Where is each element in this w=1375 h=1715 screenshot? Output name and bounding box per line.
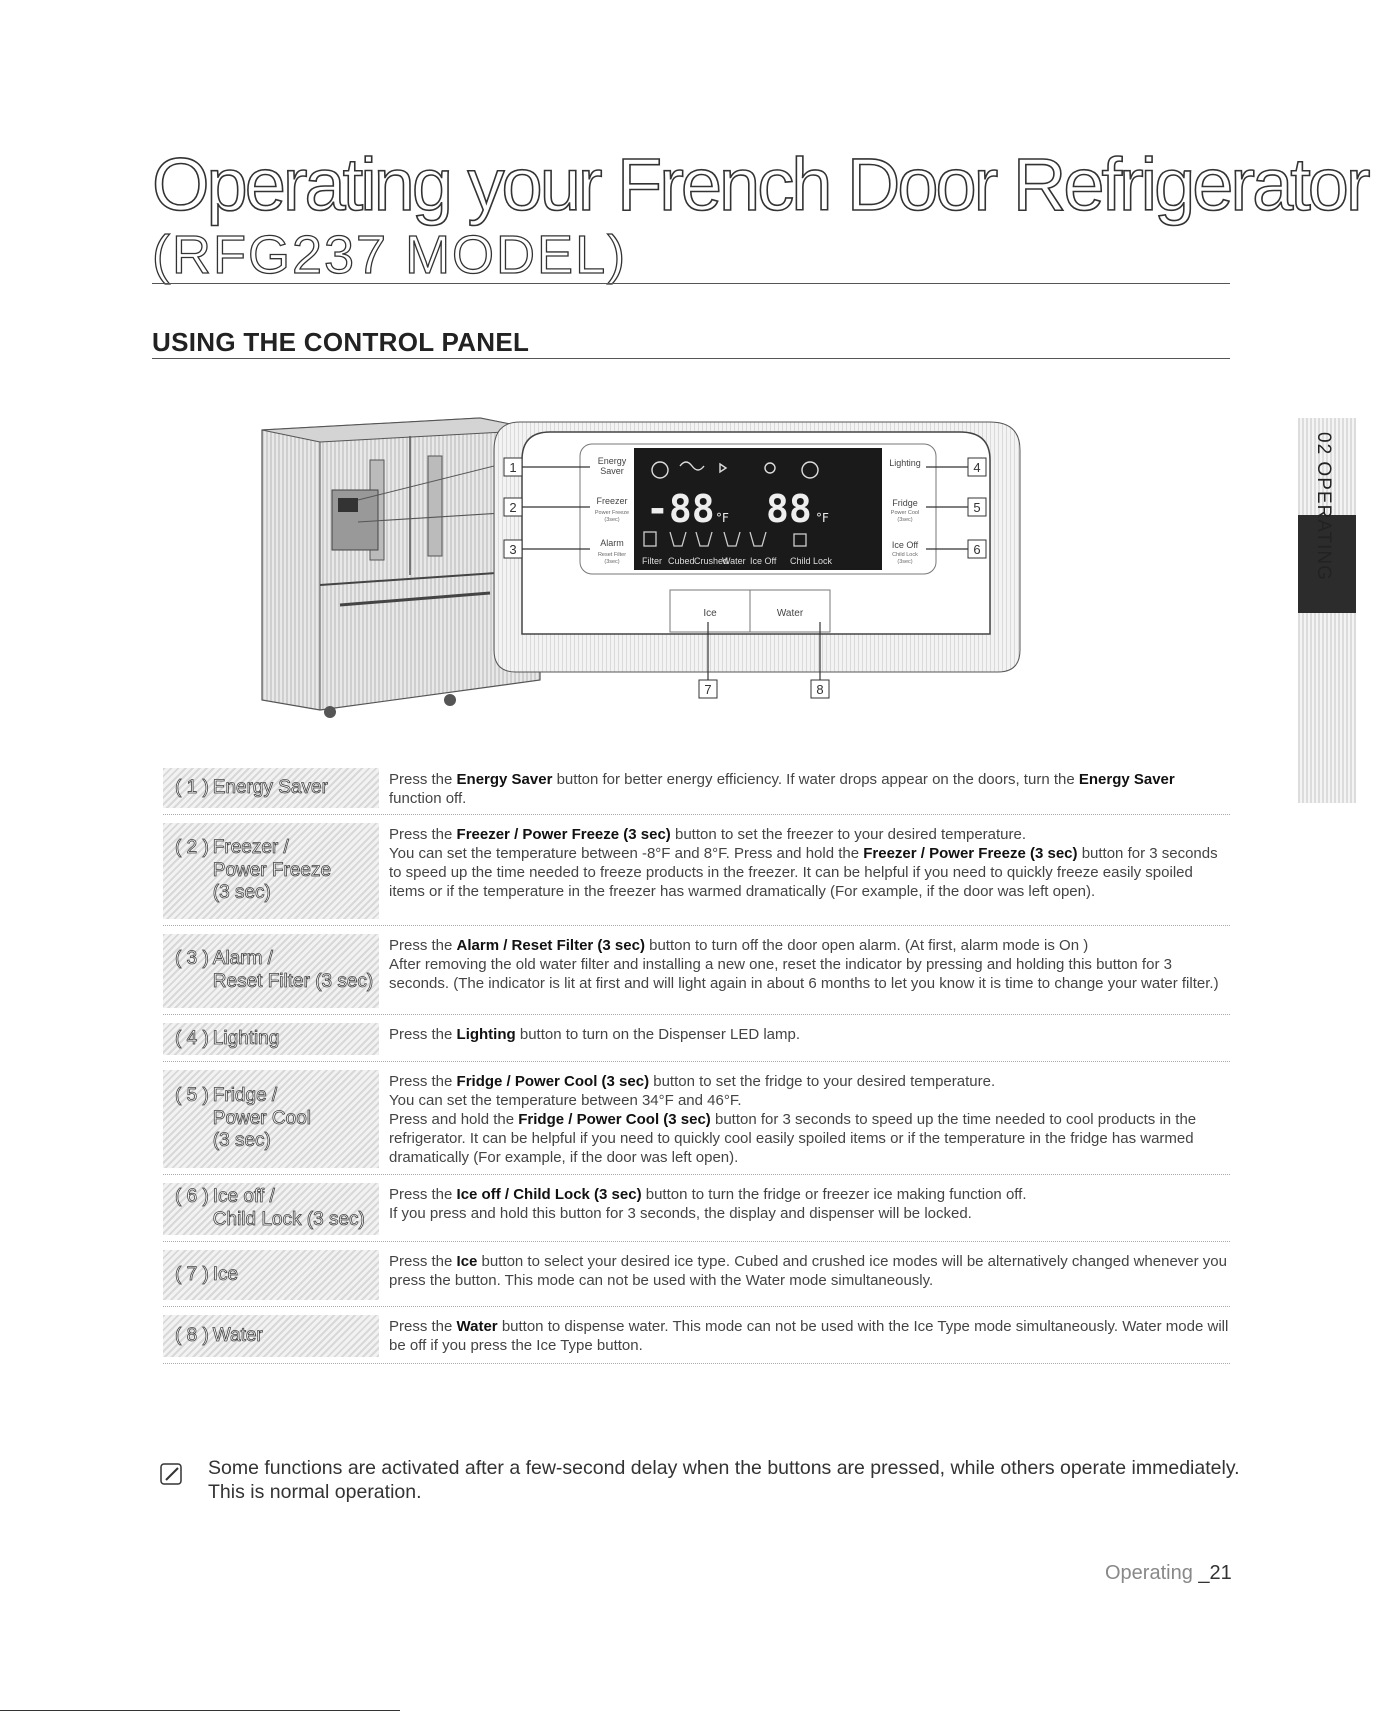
page-footer xyxy=(1105,1562,1232,1585)
row-label-line: Energy Saver xyxy=(212,776,328,798)
row-number: ( 6 ) xyxy=(175,1186,209,1208)
row-label xyxy=(163,768,379,808)
row-label-line: Child Lock (3 sec) xyxy=(212,1209,365,1230)
description-row xyxy=(163,760,1230,815)
footer-section: Operating xyxy=(1105,1562,1199,1584)
row-number: ( 5 ) xyxy=(175,1084,209,1106)
row-description: Press the Freezer / Power Freeze (3 sec) button to set the freezer to your desired temperature. You can set the temperature between -8°F and 8°F. Press and hold the Freezer / Power Freeze (3 sec) button for 3 seconds to speed up the time needed to freeze products in the freezer. It can be helpful if you need to quickly freeze easily spoiled items or if the temperature in the freezer has warmed dramatically (For example, if the door was left open). xyxy=(389,826,1218,900)
row-label-line: Lighting xyxy=(212,1027,280,1049)
note-text: Some functions are activated after a few-second delay when the buttons are pressed, while others operate immediately. This is normal operation. xyxy=(208,1457,1240,1503)
bottom-rule xyxy=(0,1710,400,1711)
callout-8: 8 xyxy=(816,682,824,697)
section-heading: USING THE CONTROL PANEL xyxy=(152,327,530,357)
row-label-line: Ice xyxy=(212,1263,239,1285)
row-number: ( 1 ) xyxy=(175,776,209,798)
description-row xyxy=(163,1307,1230,1364)
description-row xyxy=(163,926,1230,1015)
row-description: Press the Lighting button to turn on the Dispenser LED lamp. xyxy=(389,1026,801,1043)
panel-button-sublabel: Reset Filter xyxy=(597,552,627,558)
row-description: Press the Ice off / Child Lock (3 sec) button to turn the fridge or freezer ice making function off. If you press and hold this button for 3 seconds, the display and dispenser will be locked. xyxy=(389,1186,1027,1222)
row-number: ( 4 ) xyxy=(175,1027,209,1049)
row-number: ( 7 ) xyxy=(175,1263,209,1285)
callout-7: 7 xyxy=(704,682,712,697)
model-subtitle: (RFG237 MODEL) xyxy=(152,225,628,285)
panel-button-label: Energy xyxy=(597,456,627,466)
panel-button-sublabel: Child Lock xyxy=(892,552,918,558)
panel-button-label: Alarm xyxy=(600,538,624,548)
row-label xyxy=(163,1183,379,1235)
button-description-list xyxy=(163,760,1230,1364)
row-label-line: Reset Filter (3 sec) xyxy=(212,971,374,992)
panel-button-sublabel: (3sec) xyxy=(897,559,913,565)
panel-button-sublabel: Power Freeze xyxy=(594,510,630,516)
ice-dispenser-button: Ice xyxy=(703,608,717,619)
freezer-temp-display: -88 xyxy=(646,487,715,531)
callout-3: 3 xyxy=(509,542,517,557)
row-label-line: Alarm / xyxy=(212,948,273,970)
callout-5: 5 xyxy=(973,500,981,515)
row-label xyxy=(163,1250,379,1300)
control-panel-illustration xyxy=(250,410,1290,770)
description-row xyxy=(163,1175,1230,1242)
panel-button-sublabel: (3sec) xyxy=(604,559,620,565)
panel-button-label: Freezer xyxy=(596,496,628,506)
fridge-temp-display: 88 xyxy=(766,487,812,531)
row-label xyxy=(163,1070,379,1168)
row-label-line: Power Freeze xyxy=(212,859,332,881)
freezer-unit: °F xyxy=(716,511,729,525)
display-indicator-label: Crushed xyxy=(694,556,729,566)
panel-button-sublabel: (3sec) xyxy=(897,517,913,523)
row-description: Press the Water button to dispense water. This mode can not be used with the Ice Type mode simultaneously. Water mode will be off if you press the Ice Type button. xyxy=(389,1318,1229,1354)
callout-2: 2 xyxy=(509,500,517,515)
page-title: Operating your French Door Refrigerator xyxy=(152,143,1368,226)
panel-button-label: Fridge xyxy=(892,498,918,508)
row-label xyxy=(163,934,379,1008)
display-indicator-label: Filter xyxy=(642,556,662,566)
row-label-line: (3 sec) xyxy=(212,882,271,904)
row-number: ( 8 ) xyxy=(175,1324,209,1346)
panel-button-label: Ice Off xyxy=(891,540,919,550)
display-indicator-label: Cubed xyxy=(668,556,695,566)
callout-4: 4 xyxy=(973,460,981,475)
section-rule xyxy=(152,358,1230,359)
row-number: ( 3 ) xyxy=(175,948,209,970)
row-label-line: Freezer / xyxy=(212,836,289,858)
row-label xyxy=(163,1315,379,1357)
row-description: Press the Energy Saver button for better energy efficiency. If water drops appear on the doors, turn the Energy Saver function off. xyxy=(389,771,1175,807)
description-row xyxy=(163,1062,1230,1175)
row-description: Press the Alarm / Reset Filter (3 sec) button to turn off the door open alarm. (At first, alarm mode is On ) After removing the old water filter and installing a new one, reset the indicator by pressing and holding this button for 3 seconds. (The indicator is lit at first and will light again in about 6 months to let you know it is time to change your water filter.) xyxy=(389,937,1219,992)
panel-button-label: Saver xyxy=(600,466,624,476)
panel-button-label: Lighting xyxy=(889,458,921,468)
description-row xyxy=(163,815,1230,926)
row-label-line: Ice off / xyxy=(212,1186,275,1208)
display-indicator-label: Ice Off xyxy=(750,556,777,566)
row-label-line: Fridge / xyxy=(212,1084,278,1106)
description-row xyxy=(163,1242,1230,1307)
row-label-line: Water xyxy=(212,1324,263,1346)
row-label-line: (3 sec) xyxy=(212,1130,271,1152)
row-label-line: Power Cool xyxy=(212,1107,311,1129)
row-description: Press the Fridge / Power Cool (3 sec) button to set the fridge to your desired temperature. You can set the temperature between 34°F and 46°F. Press and hold the Fridge / Power Cool (3 sec) button for 3 seconds to speed up the time needed to cool products in the refrigerator. It can be helpful if you need to quickly cool easily spoiled items or if the temperature in the fridge has warmed dramatically (For example, if the door was left open). xyxy=(389,1073,1197,1166)
footer-page-number: _21 xyxy=(1198,1562,1232,1584)
side-tab-label: 02 OPERATING xyxy=(1313,432,1334,581)
note-pencil-icon xyxy=(160,1462,184,1486)
panel-button-sublabel: (3sec) xyxy=(604,517,620,523)
panel-button-sublabel: Power Cool xyxy=(890,510,920,516)
title-rule xyxy=(152,283,1230,284)
row-description: Press the Ice button to select your desired ice type. Cubed and crushed ice modes will be alternatively changed whenever you press the button. This mode can not be used with the Water mode simultaneously. xyxy=(389,1253,1227,1289)
row-label xyxy=(163,823,379,919)
description-row xyxy=(163,1015,1230,1062)
display-indicator-label: Water xyxy=(722,556,746,566)
row-number: ( 2 ) xyxy=(175,836,209,858)
fridge-unit: °F xyxy=(816,511,829,525)
callout-1: 1 xyxy=(509,460,517,475)
water-dispenser-button: Water xyxy=(776,608,804,619)
callout-6: 6 xyxy=(973,542,981,557)
row-label xyxy=(163,1023,379,1055)
display-indicator-label: Child Lock xyxy=(790,556,833,566)
